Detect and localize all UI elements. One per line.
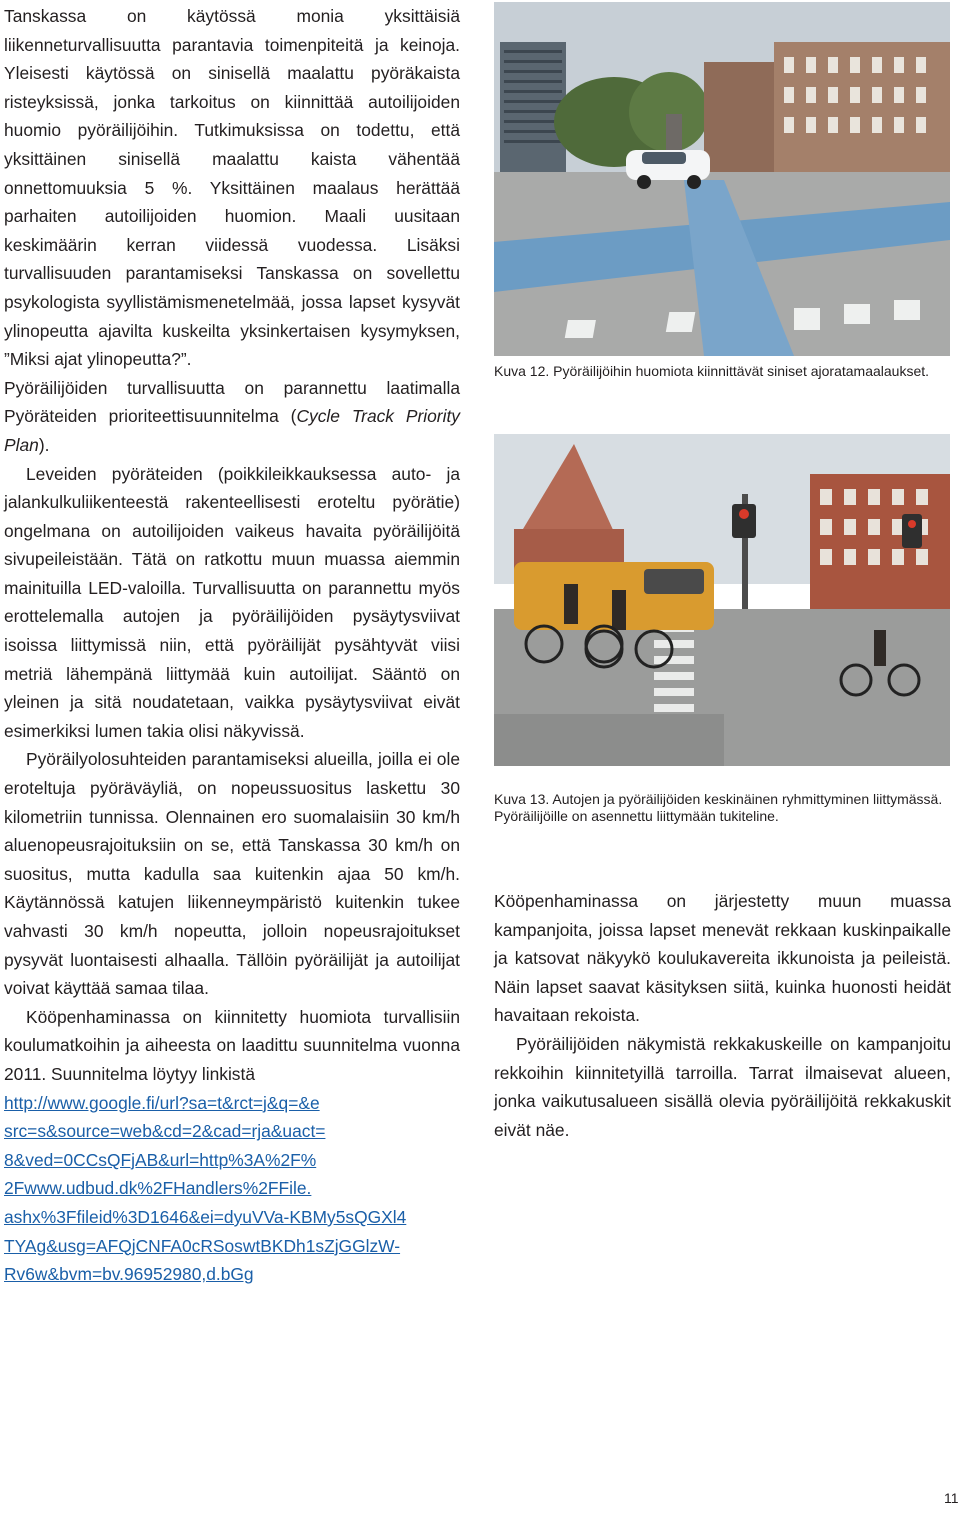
link-line[interactable]: Rv6w&bvm=bv.96952980,d.bGg xyxy=(4,1264,254,1285)
link-line[interactable]: TYAg&usg=AFQjCNFA0cRSoswtBKDh1sZjGGlzW- xyxy=(4,1235,401,1256)
blue-cycle-lane-photo xyxy=(494,2,950,356)
link-line[interactable]: http://www.google.fi/url?sa=t&rct=j&q=&e xyxy=(4,1092,320,1113)
paragraph-truck-stickers: Pyöräilijöiden näkymistä rekkakuskeille on kampanjoitu rekkoihin kiinnitetyillä tarroilla. Tarrat ilmaisevat alueen, jonka vaikutusalueen sisällä olevia pyöräilijöitä rekkakuskit eivät näe. xyxy=(494,1033,951,1140)
paragraph-school-routes: Kööpenhaminassa on kiinnitetty huomiota turvallisiin koulumatkoihin ja aiheesta on laadittu suunnitelma vuonna 2011. Suunnitelma löytyy linkistä xyxy=(4,1006,460,1084)
link-line[interactable]: 2Fwww.udbud.dk%2FHandlers%2FFile. xyxy=(4,1178,312,1199)
paragraph-speed-recommendation: Pyöräilyolosuhteiden parantamiseksi alueilla, joilla ei ole eroteltuja pyöräväyliä, on nopeussuositus laskettu 30 kilometriin tunnissa. Olennainen ero suomalaisiin 30 km/h aluenopeusrajoituksiin on se, että Tanskassa 30 km/h on suositus, mutta kadulla saa kuitenkin ajaa 50 km/h. Käytännössä katujen liikenneympäristö kuitenkin tukee vahvasti 30 km/h nopeutta, jolloin nopeusrajoitukset pysyvät luontaisesti alhaalla. Tällöin pyöräilijät ja autoilijat voivat käyttää samaa tilaa. xyxy=(4,749,460,999)
link-line[interactable]: src=s&source=web&cd=2&cad=rja&uact= xyxy=(4,1121,326,1142)
right-text-column xyxy=(494,887,951,1144)
paragraph-wide-cycle-tracks: Leveiden pyöräteiden (poikkileikkauksessa auto- ja jalankulkuliikenteestä rakenteellisesti eroteltu pyörätie) ongelmana on autoilijoiden vaikeus havaita pyöräilijöitä sivupeileistään. Tätä on ratkottu muun muassa aiemmin mainituilla LED-valoilla. Turvallisuutta on parannettu myös erottelemalla autojen ja pyöräilijöiden pysäytysviivat isoissa liittymissä niin, että pyöräilijät pysähtyvät viisi metriä lähempänä liittymää kuin autoilijat. Sääntö on yleinen ja sitä noudatetaan, vaikka pysäytysviivat eivät esimerkiksi lumen takia olisi näkyvissä. xyxy=(4,463,460,741)
figure-13-caption: Kuva 13. Autojen ja pyöräilijöiden keskinäinen ryhmittyminen liittymässä. Pyöräilijöille on asennettu liittymään tukiteline. xyxy=(494,791,943,824)
paragraph-cycle-track-priority-plan: Pyöräilijöiden turvallisuutta on parannettu laatimalla Pyöräteiden prioriteettisuunnitelma (Cycle Track Priority Plan). xyxy=(4,377,460,455)
school-plan-link[interactable] xyxy=(4,1089,460,1289)
figure-12-photo xyxy=(494,2,950,356)
paragraph-danish-safety-measures: Tanskassa on käytössä monia yksittäisiä liikenneturvallisuutta parantavia toimenpiteitä ja keinoja. Yleisesti käytössä on sinisellä maalattu pyöräkaista risteyksissä, jonka tarkoitus on kiinnittää autoilijoiden huomio pyöräilijöihin. Tutkimuksissa on todettu, että yksittäinen sinisellä maalattu kaista vähentää onnettomuuksia 5 %. Yksittäinen maalaus herättää parhaiten autoilijoiden huomion. Maali uusitaan keskimäärin kerran viidessä vuodessa. Lisäksi turvallisuuden parantamiseksi Tanskassa on sovellettu psykologista syyllistämismenetelmää, jossa lapset kysyvät ylinopeutta ajavilta kuskeilta yksinkertaisen kysymyksen, ”Miksi ajat ylinopeutta?”. xyxy=(4,6,460,370)
link-line[interactable]: 8&ved=0CCsQFjAB&url=http%3A%2F% xyxy=(4,1149,317,1170)
paragraph-truck-campaign: Kööpenhaminassa on järjestetty muun muassa kampanjoita, joissa lapset menevät rekkaan kuskinpaikalle ja katsovat näkyykö koulukavereita ikkunoista ja peileistä. Näin lapset saavat käsityksen siitä, kuinka huonosti heidät havaitaan rekoista. xyxy=(494,891,951,1026)
figure-12-caption: Kuva 12. Pyöräilijöihin huomiota kiinnittävät siniset ajoratamaalaukset. xyxy=(494,363,930,379)
left-text-column xyxy=(4,2,460,1289)
figure-13-photo xyxy=(494,434,950,766)
page-number: 11 xyxy=(944,1490,959,1506)
link-line[interactable]: ashx%3Ffileid%3D1646&ei=dyuVVa-KBMy5sQGXl4 xyxy=(4,1206,407,1227)
cyclists-intersection-photo xyxy=(494,434,950,766)
